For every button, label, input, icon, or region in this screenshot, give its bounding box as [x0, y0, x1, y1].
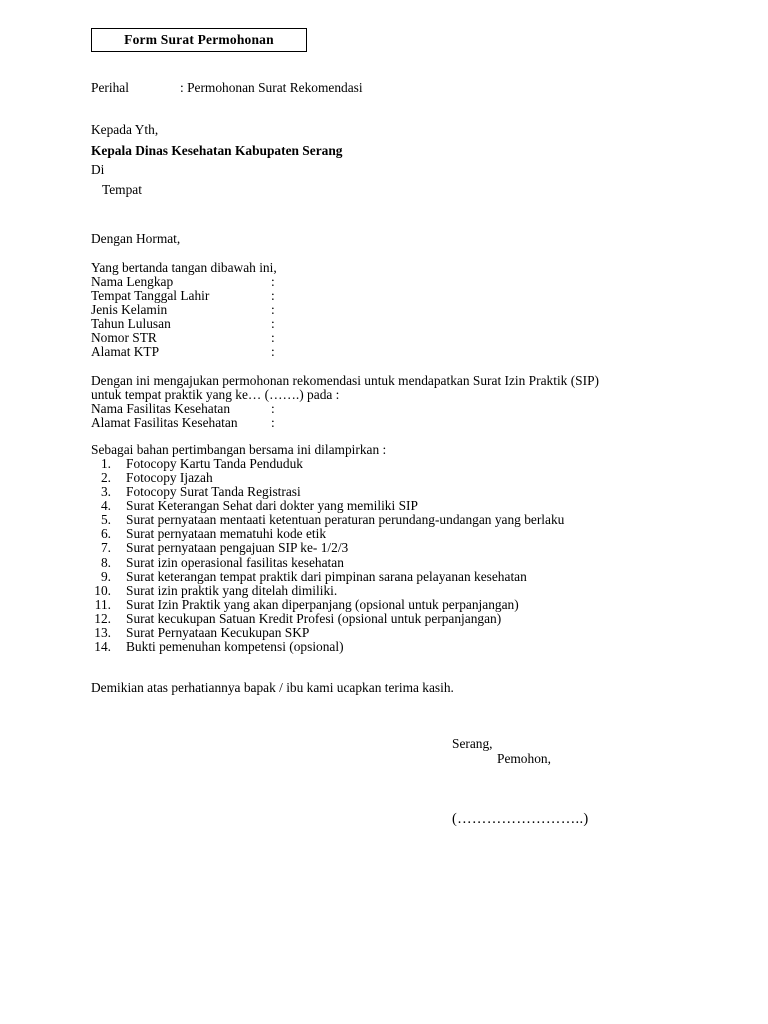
intro-line: Yang bertanda tangan dibawah ini, — [91, 260, 277, 275]
recipient-place: Tempat — [102, 182, 142, 197]
facility-field-colon: : — [271, 401, 275, 416]
list-item-number: 5. — [100, 512, 111, 527]
identity-field-colon: : — [271, 316, 275, 331]
identity-field-colon: : — [271, 344, 275, 359]
identity-field-label: Alamat KTP — [91, 344, 160, 359]
list-item-text: Surat keterangan tempat praktik dari pimpinan sarana pelayanan kesehatan — [126, 569, 527, 584]
list-item-text: Surat kecukupan Satuan Kredit Profesi (opsional untuk perpanjangan) — [126, 611, 502, 626]
request-line-1: Dengan ini mengajukan permohonan rekomendasi untuk mendapatkan Surat Izin Praktik (SIP) — [91, 373, 599, 388]
recipient-greeting: Kepada Yth, — [91, 122, 159, 137]
facility-field-label: Nama Fasilitas Kesehatan — [91, 401, 231, 416]
list-item-number: 13. — [94, 625, 111, 640]
request-line-2: untuk tempat praktik yang ke… (…….) pada : — [91, 387, 340, 402]
list-item-text: Surat pernyataan pengajuan SIP ke- 1/2/3 — [126, 540, 349, 555]
identity-field-colon: : — [271, 302, 275, 317]
identity-field-label: Tahun Lulusan — [91, 316, 171, 331]
facility-field-label: Alamat Fasilitas Kesehatan — [91, 415, 238, 430]
identity-field-label: Nomor STR — [91, 330, 157, 345]
list-item-text: Fotocopy Surat Tanda Registrasi — [126, 484, 301, 499]
identity-field-label: Tempat Tanggal Lahir — [91, 288, 210, 303]
recipient-di: Di — [91, 162, 105, 177]
list-item-text: Surat Izin Praktik yang akan diperpanjang (opsional untuk perpanjangan) — [126, 597, 519, 612]
list-item-text: Fotocopy Kartu Tanda Penduduk — [126, 456, 303, 471]
opening-greeting: Dengan Hormat, — [91, 231, 181, 246]
identity-field-label: Nama Lengkap — [91, 274, 174, 289]
list-item-number: 3. — [100, 484, 111, 499]
list-item-text: Fotocopy Ijazah — [126, 470, 213, 485]
list-item-number: 8. — [100, 555, 111, 570]
perihal-label: Perihal — [91, 80, 129, 95]
signature-city: Serang, — [452, 736, 493, 751]
recipient-name: Kepala Dinas Kesehatan Kabupaten Serang — [91, 143, 343, 158]
list-item-number: 7. — [100, 540, 111, 555]
list-item-number: 4. — [100, 498, 111, 513]
identity-field-colon: : — [271, 288, 275, 303]
list-item-text: Surat izin praktik yang ditelah dimiliki. — [126, 583, 338, 598]
list-item-number: 6. — [100, 526, 111, 541]
list-item-number: 14. — [94, 639, 111, 654]
closing-line: Demikian atas perhatiannya bapak / ibu kami ucapkan terima kasih. — [91, 680, 454, 695]
identity-field-colon: : — [271, 330, 275, 345]
perihal-value: : Permohonan Surat Rekomendasi — [180, 80, 363, 95]
list-item-text: Surat pernyataan mematuhi kode etik — [126, 526, 327, 541]
signature-role: Pemohon, — [497, 751, 551, 766]
list-item-text: Surat pernyataan mentaati ketentuan peraturan perundang-undangan yang berlaku — [126, 512, 565, 527]
list-item-text: Surat izin operasional fasilitas kesehatan — [126, 555, 344, 570]
list-item-text: Bukti pemenuhan kompetensi (opsional) — [126, 639, 344, 654]
identity-field-label: Jenis Kelamin — [91, 302, 168, 317]
list-item-text: Surat Pernyataan Kecukupan SKP — [126, 625, 310, 640]
facility-field-colon: : — [271, 415, 275, 430]
list-item-number: 11. — [94, 597, 111, 612]
list-item-number: 12. — [94, 611, 111, 626]
identity-field-colon: : — [271, 274, 275, 289]
signature-name-line: (……………………..) — [452, 811, 589, 827]
form-title: Form Surat Permohonan — [91, 28, 307, 52]
list-item-number: 10. — [94, 583, 111, 598]
attachments-intro: Sebagai bahan pertimbangan bersama ini dilampirkan : — [91, 442, 387, 457]
list-item-number: 2. — [100, 470, 111, 485]
list-item-number: 9. — [100, 569, 111, 584]
list-item-text: Surat Keterangan Sehat dari dokter yang memiliki SIP — [126, 498, 418, 513]
list-item-number: 1. — [100, 456, 111, 471]
